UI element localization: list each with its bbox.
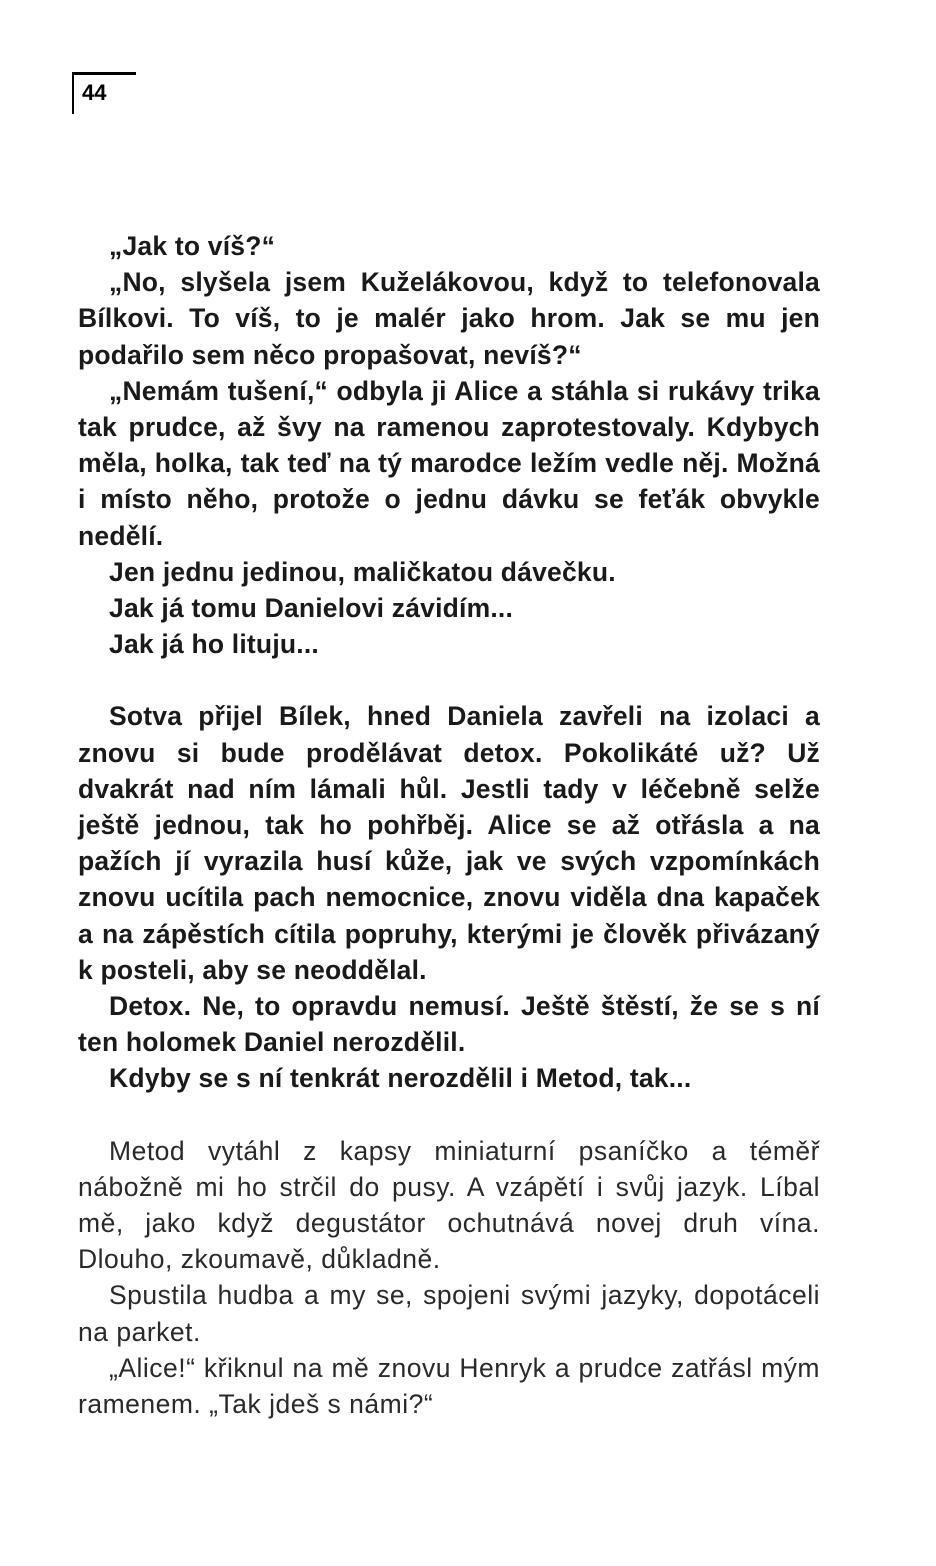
paragraph: Jen jednu jedinou, maličkatou dávečku. [109, 556, 616, 587]
paragraph: „Jak to víš?“ [109, 231, 276, 261]
paragraph: „Nemám tušení,“ odbyla ji Alice a stáhla si rukávy trika tak prudce, až švy na ramenou zaprotestovaly. Kdybych měla, holka, tak teď na tý marodce ležím vedle něj. Možná i místo něho, protože o jednu dávku se feťák obvykle nedělí. [78, 375, 820, 551]
paragraph: Spustila hudba a my se, spojeni svými jazyky, dopotáceli na parket. [78, 1280, 820, 1347]
body-text [78, 228, 820, 1422]
narrative-section [78, 698, 820, 1096]
paragraph: Sotva přijel Bílek, hned Daniela zavřeli na izolaci a znovu si bude prodělávat detox. Pokolikáté už? Už dvakrát nad ním lámali hůl. Jestli tady v léčebně selže ještě jednou, tak ho pohřběj. Alice se až otřásla a na pažích jí vyrazila husí kůže, jak ve svých vzpomínkách znovu ucítila pach nemocnice, znovu viděla dna kapaček a na zápěstích cítila popruhy, kterými je člověk přivázaný k posteli, aby se neoddělal. [78, 701, 820, 985]
paragraph: „Alice!“ křiknul na mě znovu Henryk a prudce zatřásl mým ramenem. „Tak jdeš s námi?“ [78, 1352, 820, 1420]
header-rule-vertical [72, 72, 74, 114]
paragraph: Jak já tomu Danielovi závidím... [109, 593, 514, 624]
paragraph: Metod vytáhl z kapsy miniaturní psaníčko a téměř nábožně mi ho strčil do pusy. A vzápětí i svůj jazyk. Líbal mě, jako když degustátor ochutnává novej druh vína. Dlouho, zkoumavě, důkladně. [78, 1135, 820, 1275]
section-break [78, 1097, 820, 1133]
paragraph: Kdyby se s ní tenkrát nerozdělil i Metod, tak... [109, 1063, 692, 1094]
header-rule-horizontal [72, 72, 136, 75]
flashback-section [78, 1133, 820, 1423]
paragraph: „No, slyšela jsem Kuželákovou, když to telefonovala Bílkovi. To víš, to je malér jako hrom. Jak se mu jen podařilo sem něco propašovat, nevíš?“ [78, 267, 820, 370]
paragraph: Jak já ho lituju... [109, 629, 319, 660]
paragraph: Detox. Ne, to opravdu nemusí. Ještě štěstí, že se s ní ten holomek Daniel nerozdělil. [78, 991, 820, 1058]
page-number: 44 [82, 80, 107, 105]
page-number-box [72, 72, 136, 114]
section-break [78, 662, 820, 698]
dialogue-section [78, 228, 820, 662]
